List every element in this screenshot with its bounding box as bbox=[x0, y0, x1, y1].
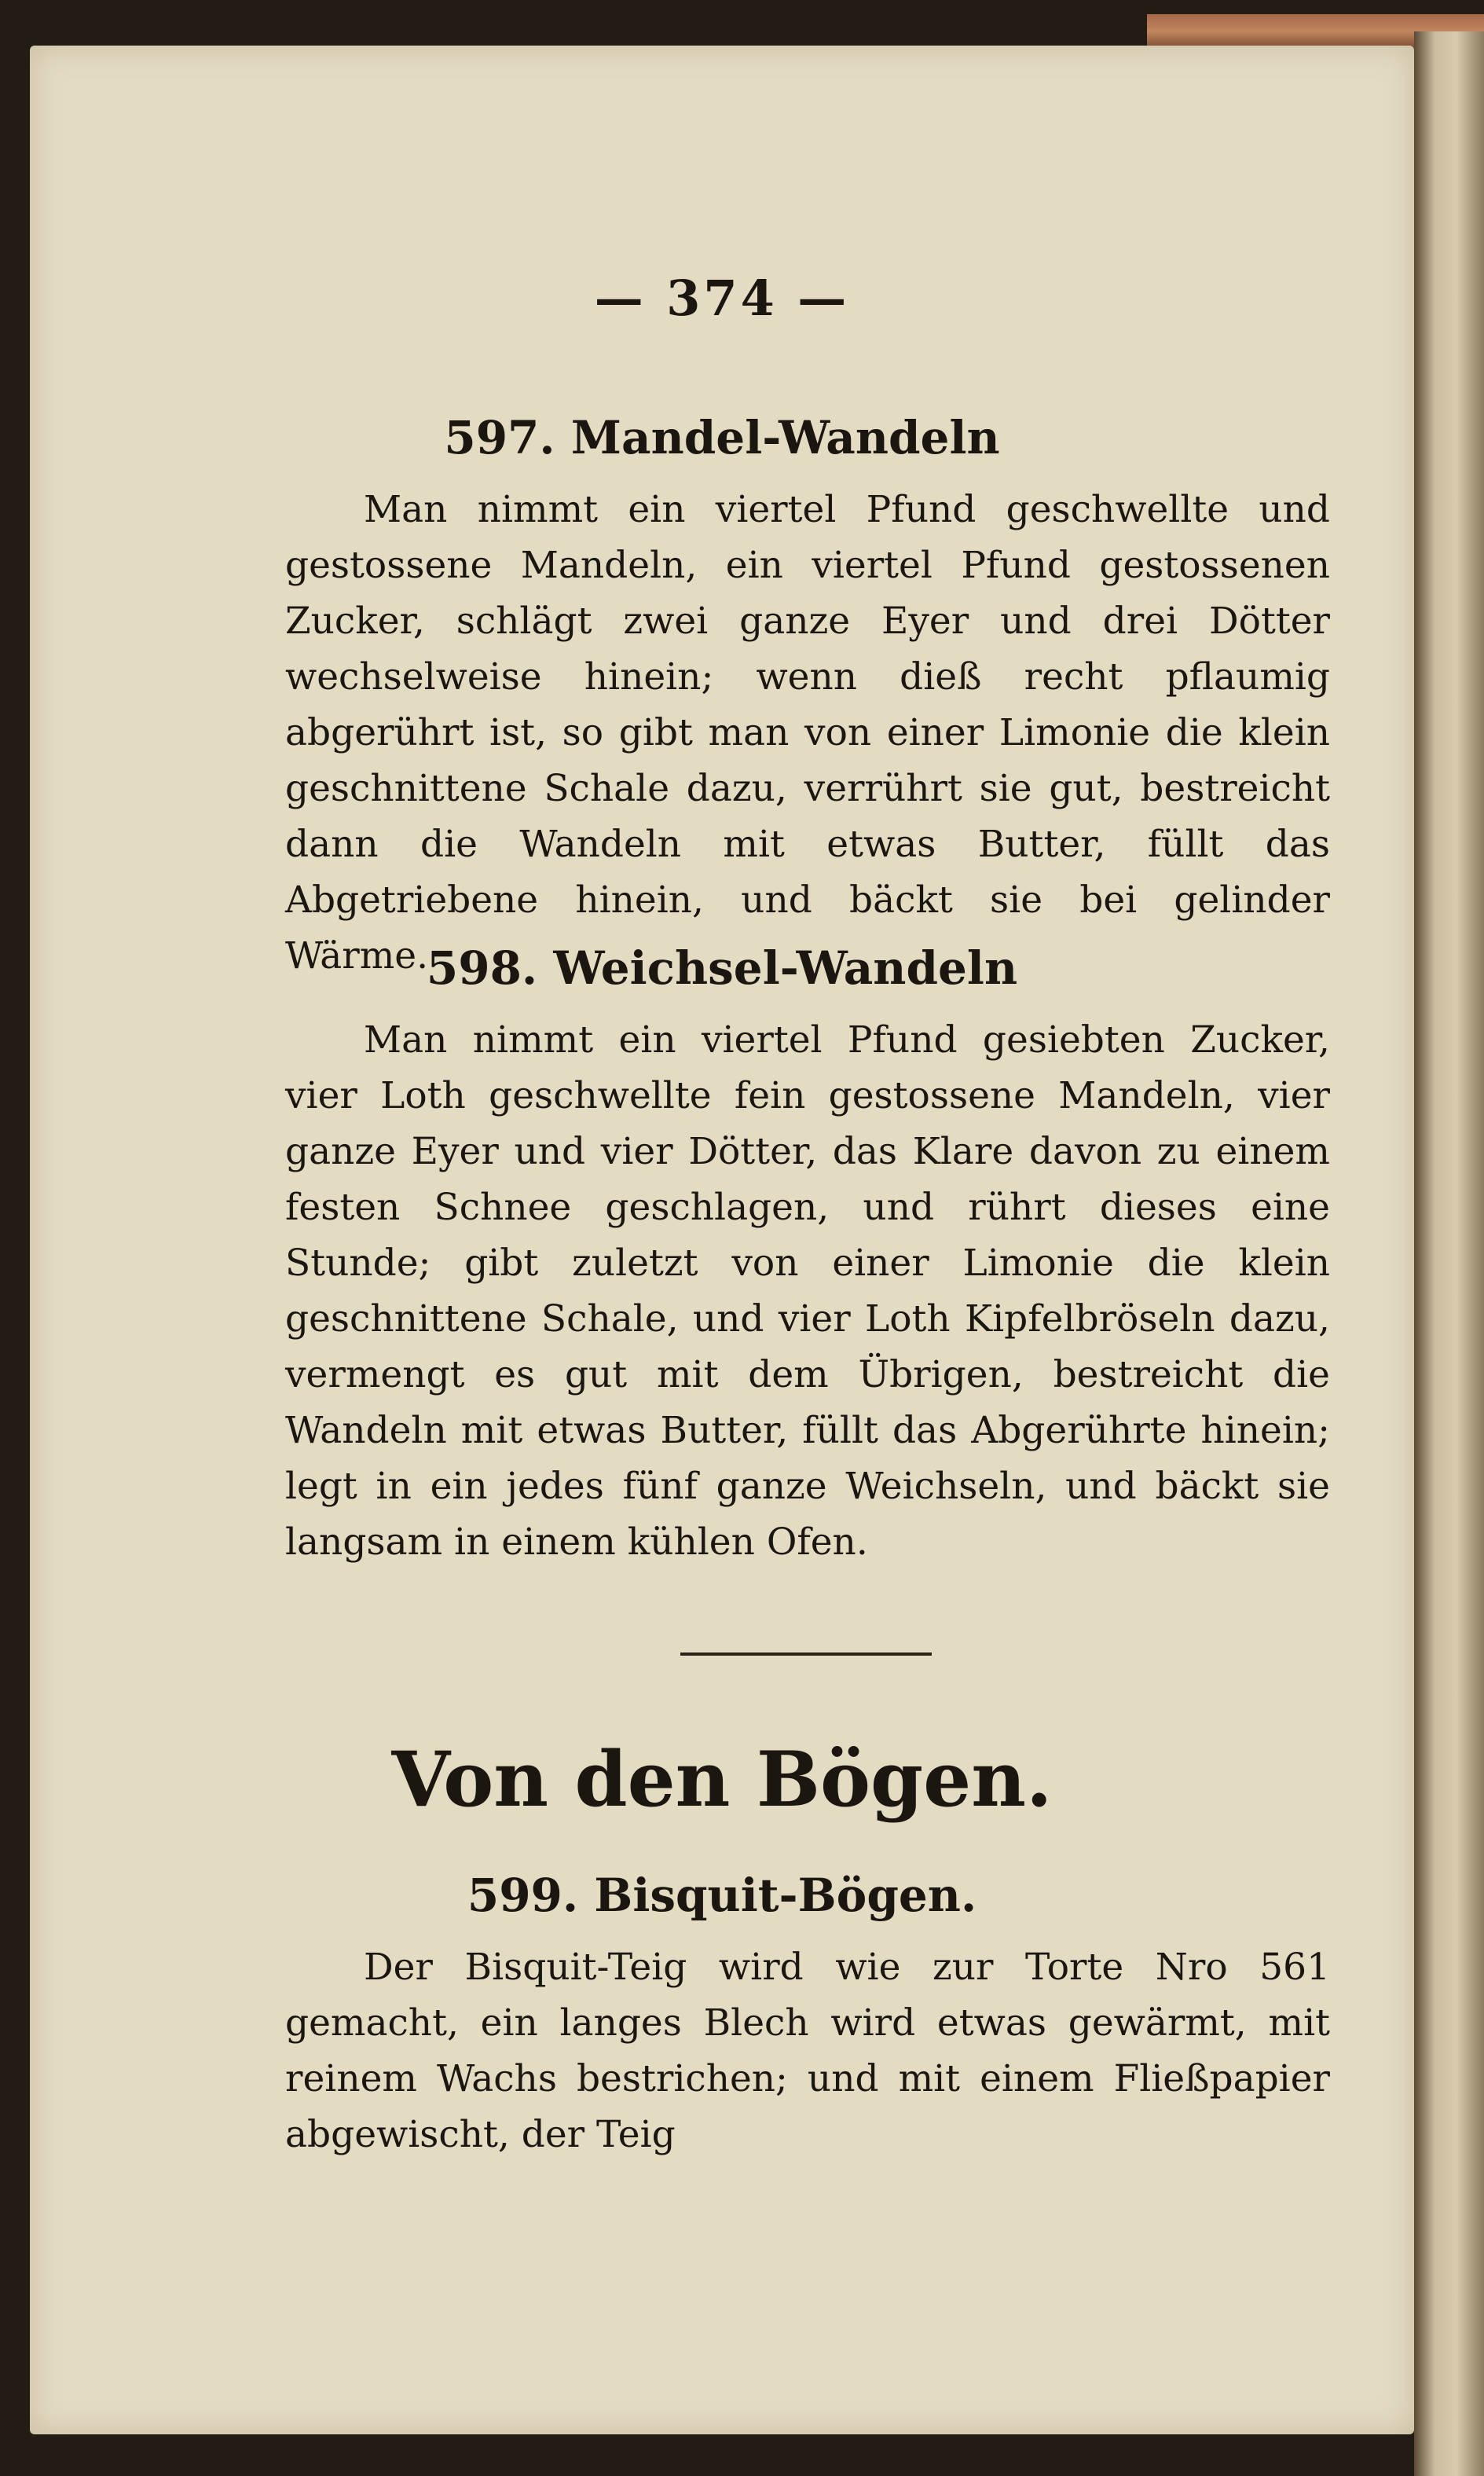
book-page bbox=[30, 46, 1414, 2434]
section-title-597: 597. Mandel-Wandeln bbox=[444, 411, 1000, 464]
section-text-598: Man nimmt ein viertel Pfund gesiebten Zucker, vier Loth geschwellte fein gestossene Mandeln, vier ganze Eyer und vier Dötter, das Klare davon zu einem festen Schnee geschlagen, und rührt dieses eine Stunde; gibt zuletzt von einer Limonie die klein geschnittene Schale, und vier Loth Kipfelbröseln dazu, vermengt es gut mit dem Übrigen, bestreicht die Wandeln mit etwas Butter, füllt das Abgerührte hinein; legt in ein jedes fünf ganze Weichseln, und bäckt sie langsam in einem kühlen Ofen. bbox=[285, 1018, 1330, 1564]
chapter-title: Von den Bögen. bbox=[391, 1735, 1053, 1824]
section-text-599: Der Bisquit-Teig wird wie zur Torte Nro 561 gemacht, ein langes Blech wird etwas gewärmt, mit reinem Wachs bestrichen; und mit einem Fließpapier abgewischt, der Teig bbox=[285, 1946, 1330, 2156]
section-title-598: 598. Weichsel-Wandeln bbox=[426, 941, 1018, 995]
section-divider bbox=[680, 1653, 932, 1656]
page-number-header: — 374 — bbox=[594, 270, 850, 327]
book-edge bbox=[1414, 31, 1484, 2476]
section-title-599: 599. Bisquit-Bögen. bbox=[467, 1869, 977, 1922]
section-text-597: Man nimmt ein viertel Pfund geschwellte und gestossene Mandeln, ein viertel Pfund gestossenen Zucker, schlägt zwei ganze Eyer und drei Dötter wechselweise hinein; wenn dieß recht pflaumig abgerührt ist, so gibt man von einer Limonie die klein geschnittene Schale dazu, verrührt sie gut, bestreicht dann die Wandeln mit etwas Butter, füllt das Abgetriebene hinein, und bäckt sie bei gelinder Wärme. bbox=[285, 488, 1330, 978]
